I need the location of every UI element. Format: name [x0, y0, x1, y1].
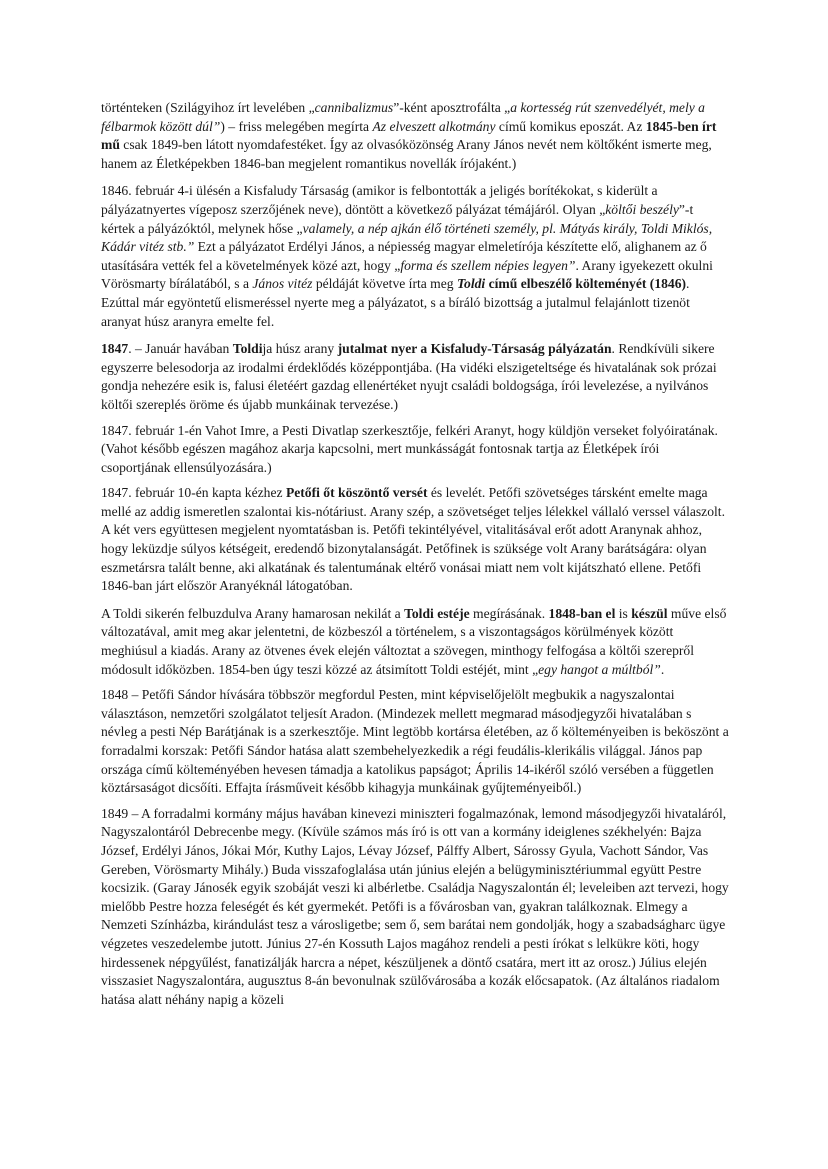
text-run: készül	[631, 605, 668, 621]
text-run: cannibalizmus	[314, 100, 394, 115]
paragraph-1847-vahot	[101, 422, 729, 478]
text-run: Toldi estéje	[404, 605, 470, 621]
text-run: ”-t kértek a pályázóktól, melynek hőse „	[101, 201, 694, 236]
text-run: költői beszély	[605, 201, 679, 217]
text-run: megírásának.	[469, 605, 549, 621]
text-run: . – Január havában	[128, 341, 233, 357]
document-page	[101, 99, 729, 1018]
text-run: 1847. február 10-én kapta kézhez	[101, 485, 286, 501]
text-run: . Ezúttal már egyöntetű elismeréssel nyerte meg a pályázatot, s a bíráló bizottság a jutalmul felajánlott tizenöt aranyat húsz aranyra emelte fel.	[101, 276, 690, 329]
text-run: példáját követve írta meg	[312, 276, 457, 292]
text-run: A Toldi sikerén felbuzdulva Arany hamarosan nekilát a	[101, 605, 405, 621]
text-run: Az elveszett alkotmány	[372, 118, 496, 134]
text-run: Toldi	[232, 341, 263, 357]
text-run: 1849 – A forradalmi kormány május havában kinevezi miniszteri fogalmazónak, lemond másodjegyzői hivataláról, Nagyszalontáról Debrecenbe megy. (Kívüle számos más író is ott van a kormány ideiglenes székhelyén: Bajza József, Erdélyi János, Jókai Mór, Kuthy Lajos, Lévay József, Pálffy Albert, Sárossy Gyula, Vachott Sándor, Vas Gereben, Vörösmarty Mihály.) Buda visszafoglalása után június elején a belügyminisztériummal együtt Pestre kocsizik. (Garay Jánosék egyik szobáját veszi ki albérletbe. Családja Nagyszalontán él; leveleiben azt tervezi, hogy mielőbb Pestre hozza feleségét és két gyermekét. Petőfi is a fővárosban van, gyakran találkoznak. Elmegy a Nemzeti Színházba, kirándulást tesz a városligetbe; sem ő, sem barátai nem gondolják, hogy a szabadságharc ügye végzetes veszedelembe jutott. Június 27-én Kossuth Lajos magához rendeli a pesti írókat s lelkükre köti, hogy hirdessenek népgyűlést, fanatizálják harcra a népet, készüljenek a döntő csatára, mert itt az orosz.) Július elején visszasiet Nagyszalontára, augusztus 8-án bevonulnak szülővárosába a kozák előcsapatok. (Az általános riadalom hatása alatt néhány napig a közeli	[101, 805, 729, 1007]
paragraph-1848	[101, 686, 729, 798]
text-run	[457, 276, 485, 291]
text-run: jutalmat nyer a Kisfaludy-Társaság pályázatán	[337, 341, 612, 357]
text-run: a kortesség rút szenvedélyét, mely a félbarmok között dúl”	[101, 100, 705, 134]
text-run: ”-ként aposztrofálta „	[393, 100, 511, 115]
text-run: János vitéz	[252, 276, 313, 292]
text-run: .	[660, 661, 665, 677]
text-run: egy hangot a múltból”	[538, 661, 661, 677]
text-run: is	[615, 605, 632, 621]
text-run: forma és szellem népies legyen”	[400, 257, 576, 273]
paragraph-toldi-esteje	[101, 605, 729, 679]
paragraph-intro-remainder	[101, 99, 729, 173]
text-run: Ezt a pályázatot Erdélyi János, a népiesség magyar elmeletírója készítette elő, alighanem az ő utasítására vették fel a követelmények közé azt, hogy „	[101, 239, 707, 273]
text-run: című elbeszélő költeményét (1846)	[485, 276, 687, 292]
text-run: című komikus eposzát. Az	[495, 118, 646, 134]
text-run: 1847	[101, 341, 129, 357]
text-run: Petőfi őt köszöntő versét	[285, 485, 428, 501]
text-run: történteken (Szilágyihoz írt levelében „	[101, 100, 315, 115]
paragraph-1847-petofi-letter	[101, 484, 729, 596]
text-run: ) – friss melegében megírta	[220, 118, 373, 134]
text-run: 1848-ban el	[548, 605, 616, 621]
paragraph-1849	[101, 805, 729, 1010]
text-run: ja húsz arany	[262, 341, 338, 357]
text-run: 1848 – Petőfi Sándor hívására többször megfordul Pesten, mint képviselőjelölt megbukik a nagyszalontai választáson, nemzetőri szolgálatot teljesít Aradon. (Mindezek mellett megmarad másodjegyzői hivatalában s névleg a pesti Nép Barátjának is a szerkesztője. Mint legtöbb kortársa életében, az ő költeményeiben is beköszönt a forradalmi korszak: Petőfi Sándor hatása alatt szembehelyezkedik a régi feudális-klerikális világgal. János pap országa című költeményében hevesen támadja a katolikus papságot; Április 14-ikéről szóló versében a független köztársaságot dicsőíti. Effajta írásműveit később kihagyja munkáinak gyűjteményeiből.)	[101, 687, 729, 796]
paragraph-1847-toldi-award	[101, 340, 729, 414]
text-run: . Arany igyekezett okulni Vörösmarty bírálatából, s a	[101, 257, 713, 292]
text-run: 1847. február 1-én Vahot Imre, a Pesti Divatlap szerkesztője, felkéri Aranyt, hogy küldjön verseket folyóiratának. (Vahot később egészen magához akarja kapcsolni, mert munkásságát fontosnak tartja az Életképek írói csoportjának ellensúlyozására.)	[101, 422, 718, 475]
text-run: műve első változatával, amit meg akar jelentetni, de közbeszól a történelem, s a viszontagságos körülmények között meghiúsul a kiadás. Arany az ötvenes évek elején változtat a szövegen, minthogy felfogása a költői szerepről módosult időközben. 1854-ben úgy teszi közzé az átsimított Toldi estéjét, mint „	[101, 605, 727, 677]
text-run: Toldi	[457, 276, 486, 292]
paragraph-1846-competition	[101, 182, 729, 331]
text-run: valamely, a nép ajkán élő történeti személy, pl. Mátyás király, Toldi Miklós, Kádár vitéz stb.”	[101, 220, 713, 255]
text-run: 1846. február 4-i ülésén a Kisfaludy Társaság (amikor is felbontották a jeligés borítékokat, s kiderült a pályázatnyertes vígeposz szerzőjének neve), döntött a következő pályázat témájáról. Olyan „	[101, 183, 658, 217]
text-run: és levelét. Petőfi szövetséges társként emelte maga mellé az addig ismeretlen szalontai kis-nótáriust. Arany szép, a szövetséget teljes lélekkel vállaló verssel válaszolt. A két vers együttesen megjelent nyomtatásban is. Petőfi tekintélyével, vitalitásával erőt adott Aranynak ahhoz, hogy leküzdje súlyos kétségeit, eredendő bizonytalanságát. Petőfinek is szüksége volt Arany barátságára: olyan eszmetársra talált benne, aki alkatának és talentumának eltérő vonásai miatt nem volt kijátszható ellene. Petőfi 1846-ban járt először Aranyéknál látogatóban.	[101, 485, 725, 594]
text-run: 1845-ben írt mű	[101, 118, 717, 153]
text-run: . Rendkívüli sikere egyszerre belesodorja az irodalmi érdeklődés középpontjába. (Ha vidéki elszigeteltsége és hivatalának sok prózai gondja nehezére esik is, falusi életéért gazdag ellenértéket nyujt családi boldogsága, írói levelezése, a nyilvános költői szereplés öröme és újabb munkáinak tervezése.)	[101, 341, 717, 412]
text-run: csak 1849-ben látott nyomdafestéket. Így az olvasóközönség Arany János nevét nem költőként ismerte meg, hanem az Életképekben 1846-ban megjelent romantikus novellák írójaként.)	[101, 137, 712, 171]
